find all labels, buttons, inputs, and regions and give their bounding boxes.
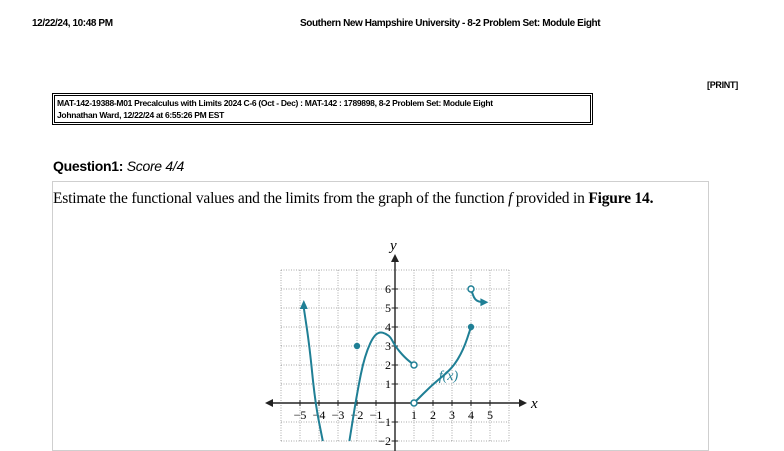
function-symbol: f <box>508 190 513 207</box>
x-tick-label: 2 <box>430 408 436 422</box>
course-info-inner <box>54 95 591 123</box>
y-tick-label: 4 <box>385 320 391 334</box>
question-text-part1: Estimate the functional values and the limits from the graph of the function <box>53 190 509 207</box>
question-heading <box>53 158 184 174</box>
x-tick-label: −2 <box>350 408 364 422</box>
y-axis-label: y <box>390 238 397 254</box>
student-info-line: Johnathan Ward, 12/22/24 at 6:55:26 PM EST <box>57 110 225 120</box>
y-tick-label: −2 <box>378 434 391 448</box>
question-label: Question1: <box>53 158 124 174</box>
header-datetime: 12/22/24, 10:48 PM <box>32 18 113 29</box>
x-tick-label: −1 <box>369 408 383 422</box>
y-tick-label: 5 <box>385 301 391 315</box>
function-graph <box>230 238 538 448</box>
isolated-point <box>354 343 360 349</box>
y-tick-label: −1 <box>378 415 391 429</box>
question-text-part2: provided in <box>512 190 589 207</box>
x-tick-label: −3 <box>331 408 345 422</box>
page-title: Southern New Hampshire University - 8-2 Problem Set: Module Eight <box>300 18 601 29</box>
question-score: Score 4/4 <box>126 158 184 174</box>
x-tick-label: −4 <box>312 408 326 422</box>
figure-reference: Figure 14 <box>588 190 650 207</box>
course-info-box <box>52 93 593 125</box>
x-tick-label: 5 <box>487 408 493 422</box>
open-point <box>411 400 417 406</box>
open-point <box>468 286 474 292</box>
closed-point <box>468 324 474 330</box>
x-axis-label: x <box>531 396 538 412</box>
y-tick-label: 3 <box>385 339 391 353</box>
curve-label: f(x) <box>438 369 459 385</box>
question-text-end: . <box>649 190 654 207</box>
x-axis-arrow-left <box>265 399 273 407</box>
y-tick-label: 1 <box>385 377 391 391</box>
x-tick-label: 3 <box>449 408 455 422</box>
x-tick-label: 1 <box>411 408 417 422</box>
x-tick-label: −5 <box>293 408 307 422</box>
y-tick-label: 2 <box>385 358 391 372</box>
curve-arrow-right <box>480 298 488 306</box>
curve-arrow-up <box>300 300 308 309</box>
graph-curves <box>300 286 489 441</box>
x-axis-arrow <box>519 399 527 407</box>
x-tick-label: 4 <box>468 408 474 422</box>
y-tick-label: 6 <box>385 282 391 296</box>
print-link[interactable]: [PRINT] <box>707 80 738 90</box>
curve-right-branch <box>414 327 471 403</box>
y-axis-arrow <box>391 254 399 262</box>
course-info-line: MAT-142-19388-M01 Precalculus with Limits 2024 C-6 (Oct - Dec) : MAT-142 : 1789898, 8-2 Problem Set: Module Eight <box>57 98 493 108</box>
open-point <box>411 362 417 368</box>
question-text <box>53 187 709 210</box>
